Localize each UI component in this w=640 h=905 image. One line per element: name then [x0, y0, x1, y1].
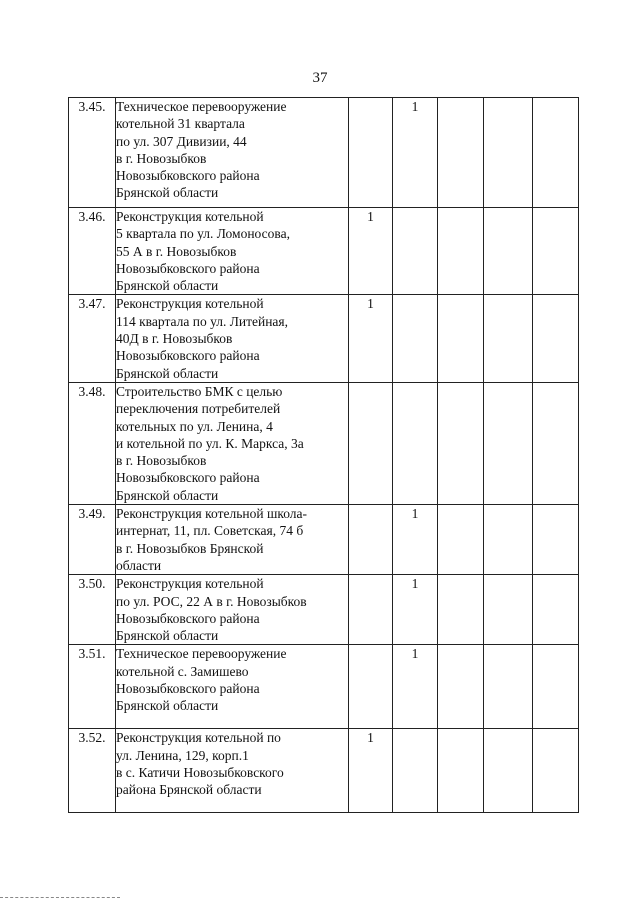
year-mark-cell	[533, 98, 579, 208]
item-number: 3.47.	[69, 295, 116, 382]
item-number: 3.52.	[69, 729, 116, 813]
description-line: котельных по ул. Ленина, 4	[116, 418, 273, 434]
description-line: интернат, 11, пл. Советская, 74 б	[116, 523, 304, 539]
year-mark-cell: 1	[393, 645, 438, 729]
item-description	[116, 382, 349, 504]
year-mark-cell	[393, 295, 438, 382]
item-description	[116, 575, 349, 645]
table-row	[69, 505, 579, 575]
description-line: Новозыбковского района	[116, 681, 260, 697]
description-line: по ул. РОС, 22 А в г. Новозыбков	[116, 593, 307, 609]
year-mark-cell	[438, 295, 484, 382]
description-line: 40Д в г. Новозыбков	[116, 331, 233, 347]
year-mark-cell: 1	[393, 98, 438, 208]
year-mark-cell	[438, 208, 484, 295]
description-line: Брянской области	[116, 698, 219, 714]
description-line: 55 А в г. Новозыбков	[116, 243, 237, 259]
item-description	[116, 208, 349, 295]
description-line: Строительство БМК с целью	[116, 383, 283, 399]
year-mark-cell	[438, 645, 484, 729]
footnote-rule	[0, 897, 120, 898]
description-line: Реконструкция котельной	[116, 576, 264, 592]
table-row	[69, 98, 579, 208]
year-mark-cell	[484, 382, 533, 504]
year-mark-cell	[484, 208, 533, 295]
description-line: области	[116, 557, 162, 573]
item-description	[116, 505, 349, 575]
description-line: Техническое перевооружение	[116, 646, 287, 662]
year-mark-cell: 1	[349, 208, 393, 295]
description-line: в с. Катичи Новозыбковского	[116, 765, 284, 781]
description-line: в г. Новозыбков	[116, 453, 207, 469]
year-mark-cell: 1	[393, 575, 438, 645]
year-mark-cell	[484, 729, 533, 813]
year-mark-cell	[438, 382, 484, 504]
year-mark-cell	[533, 575, 579, 645]
year-mark-cell	[438, 98, 484, 208]
year-mark-cell	[438, 575, 484, 645]
description-line: Новозыбковского района	[116, 470, 260, 486]
description-line: 5 квартала по ул. Ломоносова,	[116, 226, 290, 242]
item-description	[116, 645, 349, 729]
year-mark-cell	[349, 382, 393, 504]
year-mark-cell: 1	[349, 295, 393, 382]
description-line: Реконструкция котельной	[116, 209, 264, 224]
item-description	[116, 295, 349, 382]
year-mark-cell	[533, 382, 579, 504]
item-description	[116, 729, 349, 813]
year-mark-cell	[349, 575, 393, 645]
table-row	[69, 575, 579, 645]
year-mark-cell	[533, 729, 579, 813]
description-line: Брянской области	[116, 628, 219, 644]
year-mark-cell	[393, 208, 438, 295]
year-mark-cell	[484, 295, 533, 382]
year-mark-cell	[438, 729, 484, 813]
year-mark-cell	[349, 645, 393, 729]
year-mark-cell: 1	[393, 505, 438, 575]
description-line: Реконструкция котельной	[116, 296, 264, 312]
description-line: Новозыбковского района	[116, 348, 260, 364]
description-line: Новозыбковского района	[116, 260, 260, 276]
description-line: Брянской области	[116, 185, 219, 201]
year-mark-cell	[484, 575, 533, 645]
table-row	[69, 382, 579, 504]
year-mark-cell	[393, 729, 438, 813]
description-line: котельной с. Замишево	[116, 663, 249, 679]
item-number: 3.46.	[69, 208, 116, 295]
year-mark-cell	[533, 645, 579, 729]
year-mark-cell	[533, 295, 579, 382]
description-line: Реконструкция котельной школа-	[116, 506, 308, 522]
description-line: в г. Новозыбков	[116, 150, 207, 166]
year-mark-cell	[484, 98, 533, 208]
description-line: Брянской области	[116, 487, 219, 503]
description-line: котельной 31 квартала	[116, 116, 245, 132]
year-mark-cell	[349, 98, 393, 208]
table-row	[69, 295, 579, 382]
table-row	[69, 208, 579, 295]
item-number: 3.51.	[69, 645, 116, 729]
description-line: и котельной по ул. К. Маркса, 3а	[116, 435, 304, 451]
item-number: 3.50.	[69, 575, 116, 645]
description-line: района Брянской области	[116, 782, 262, 798]
page-number: 37	[312, 70, 328, 86]
year-mark-cell	[533, 505, 579, 575]
year-mark-cell	[349, 505, 393, 575]
description-line: в г. Новозыбков Брянской	[116, 540, 264, 556]
table-row	[69, 645, 579, 729]
year-mark-cell: 1	[349, 729, 393, 813]
description-line: Брянской области	[116, 278, 219, 294]
description-line: 114 квартала по ул. Литейная,	[116, 313, 289, 329]
description-line: Новозыбковского района	[116, 610, 260, 626]
year-mark-cell	[533, 208, 579, 295]
description-line: по ул. 307 Дивизии, 44	[116, 133, 247, 149]
item-number: 3.49.	[69, 505, 116, 575]
description-line: Новозыбковского района	[116, 168, 260, 184]
item-number: 3.45.	[69, 98, 116, 208]
year-mark-cell	[438, 505, 484, 575]
year-mark-cell	[484, 645, 533, 729]
item-number: 3.48.	[69, 382, 116, 504]
description-line: переключения потребителей	[116, 401, 281, 417]
description-line: Реконструкция котельной по	[116, 730, 281, 746]
year-mark-cell	[484, 505, 533, 575]
description-line: Брянской области	[116, 365, 219, 381]
table-row	[69, 729, 579, 813]
year-mark-cell	[393, 382, 438, 504]
item-description	[116, 98, 349, 208]
description-line: Техническое перевооружение	[116, 99, 287, 114]
boiler-plan-table	[68, 97, 579, 813]
description-line: ул. Ленина, 129, корп.1	[116, 747, 249, 763]
